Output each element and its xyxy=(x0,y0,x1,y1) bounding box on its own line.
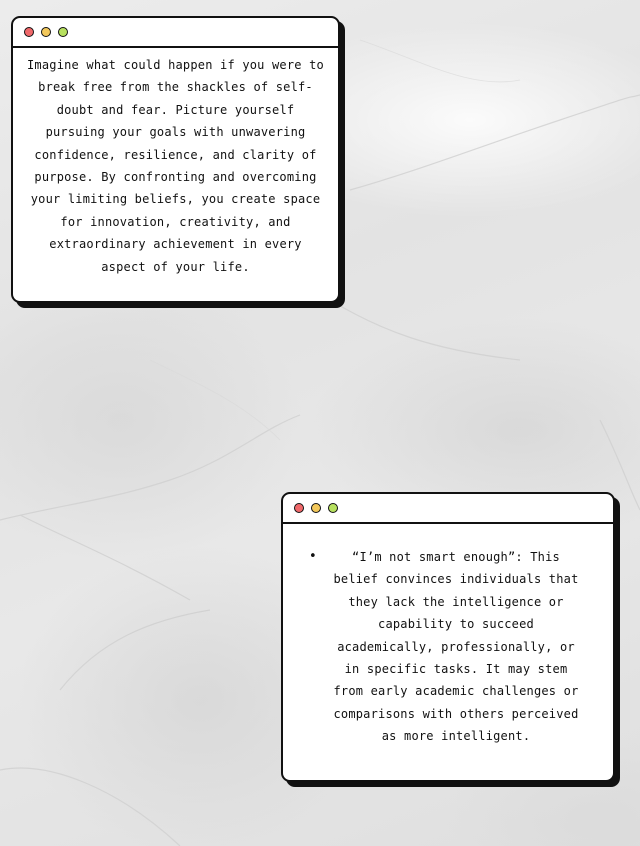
maximize-dot-icon[interactable] xyxy=(58,27,68,37)
window-top-text: Imagine what could happen if you were to break free from the shackles of self-doubt and fear. Picture yourself pursuing your goals with unwavering confidence, resilience, and clarity of purpose. By confronting and overcoming your limiting beliefs, you create space for innovation, creativity, and extraordinary achievement in every aspect of your life. xyxy=(27,58,324,274)
minimize-dot-icon[interactable] xyxy=(311,503,321,513)
window-title-bar xyxy=(283,494,613,524)
window-bottom-content xyxy=(283,524,613,748)
maximize-dot-icon[interactable] xyxy=(328,503,338,513)
minimize-dot-icon[interactable] xyxy=(41,27,51,37)
bullet-icon: • xyxy=(309,549,317,564)
window-top xyxy=(11,16,340,303)
close-dot-icon[interactable] xyxy=(24,27,34,37)
window-bottom xyxy=(281,492,615,782)
window-bottom-text: “I’m not smart enough”: This belief convinces individuals that they lack the intelligence or capability to succeed academically, professionally, or in specific tasks. It may stem from early academic challenges or comparisons with others perceived as more intelligent. xyxy=(333,550,579,744)
window-title-bar xyxy=(13,18,338,48)
close-dot-icon[interactable] xyxy=(294,503,304,513)
